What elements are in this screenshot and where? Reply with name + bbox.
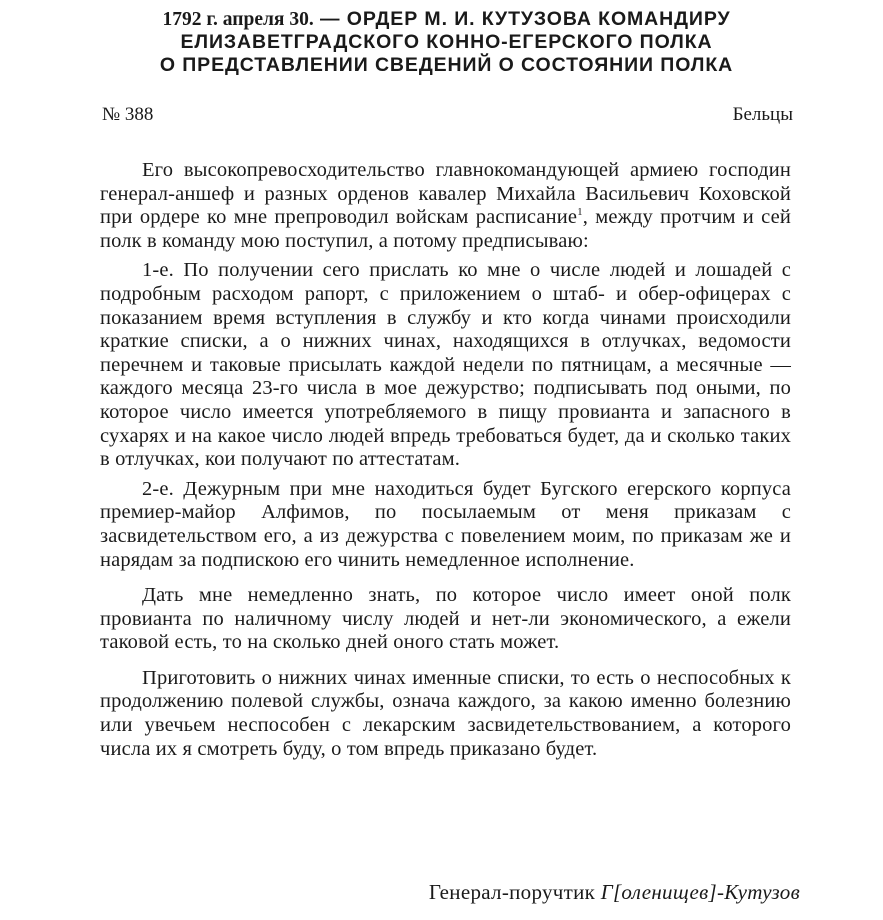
title-line-3: О ПРЕДСТАВЛЕНИИ СВЕДЕНИЙ О СОСТОЯНИИ ПОЛКА (159, 54, 734, 76)
paragraph-2: 2-е. Дежурным при мне находиться будет Бугского егерского корпуса премиер-майор Алфимов, по посылаемым от меня приказам с засвидетельством его, а из дежурства с повелением моим, по приказам же и нарядам за подпискою его чинить немедленное исполнение. (100, 477, 791, 571)
paragraph-4: Приготовить о нижних чинах именные списки, то есть о неспособных к продолжению полевой службы, означа каждого, за какою именно болезнию или увечьем неспособен с лекарским засвидетельствованием, а которого числа их я смотреть буду, о том впредь приказано будет. (100, 666, 791, 760)
intro-text-after: , между протчим и сей полк в команду мою поступил, а потому предписываю: (100, 206, 791, 252)
signature-rank: Генерал-поручтик (428, 880, 601, 904)
document-place: Бельцы (732, 104, 793, 125)
footnote-mark[interactable]: 1 (577, 206, 583, 219)
title-line-2: ЕЛИЗАВЕТГРАДСКОГО КОННО-ЕГЕРСКОГО ПОЛКА (180, 31, 713, 53)
document-title (64, 8, 829, 77)
signature (429, 880, 800, 904)
signature-name: Г[оленищев]-Кутузов (600, 880, 800, 904)
paragraph-3: Дать мне немедленно знать, по которое число имеет оной полк провианта по наличному числу людей и нет-ли экономического, а ежели таковой есть, то на сколько дней оного стать может. (100, 584, 791, 654)
title-line-1 (64, 8, 829, 31)
title-date: 1792 г. апреля 30. (162, 9, 314, 30)
intro-text-before: Его высокопревосходительство главнокомандующей армиею господин генерал-аншеф и разных орденов кавалер Михайла Васильевич Коховской при ордере ко мне препроводил войскам расписание (100, 159, 791, 229)
document-meta (102, 104, 793, 126)
document-body (100, 159, 791, 761)
title-line-1-text: — ОРДЕР М. И. КУТУЗОВА КОМАНДИРУ (313, 8, 731, 30)
document-number: № 388 (102, 104, 154, 125)
paragraph-1: 1-е. По получении сего прислать ко мне о числе людей и лошадей с подробным расходом рапорт, с приложением о штаб- и обер-офицерах с показанием время вступления в службу и кто когда чинами происходили краткие списки, а о нижних чинах, находящихся в отлучках, ведомости перечнем и таковые присылать каждой недели по пятницам, а месячные — каждого месяца 23-го числа в мое дежурство; подписывать под оными, по которое число имеется употребляемого в пищу провианта и запасного в сухарях и на какое число людей впредь требоваться будет, да и сколько таких в отлучках, кои получают по аттестатам. (100, 259, 791, 471)
intro-paragraph (100, 159, 791, 253)
